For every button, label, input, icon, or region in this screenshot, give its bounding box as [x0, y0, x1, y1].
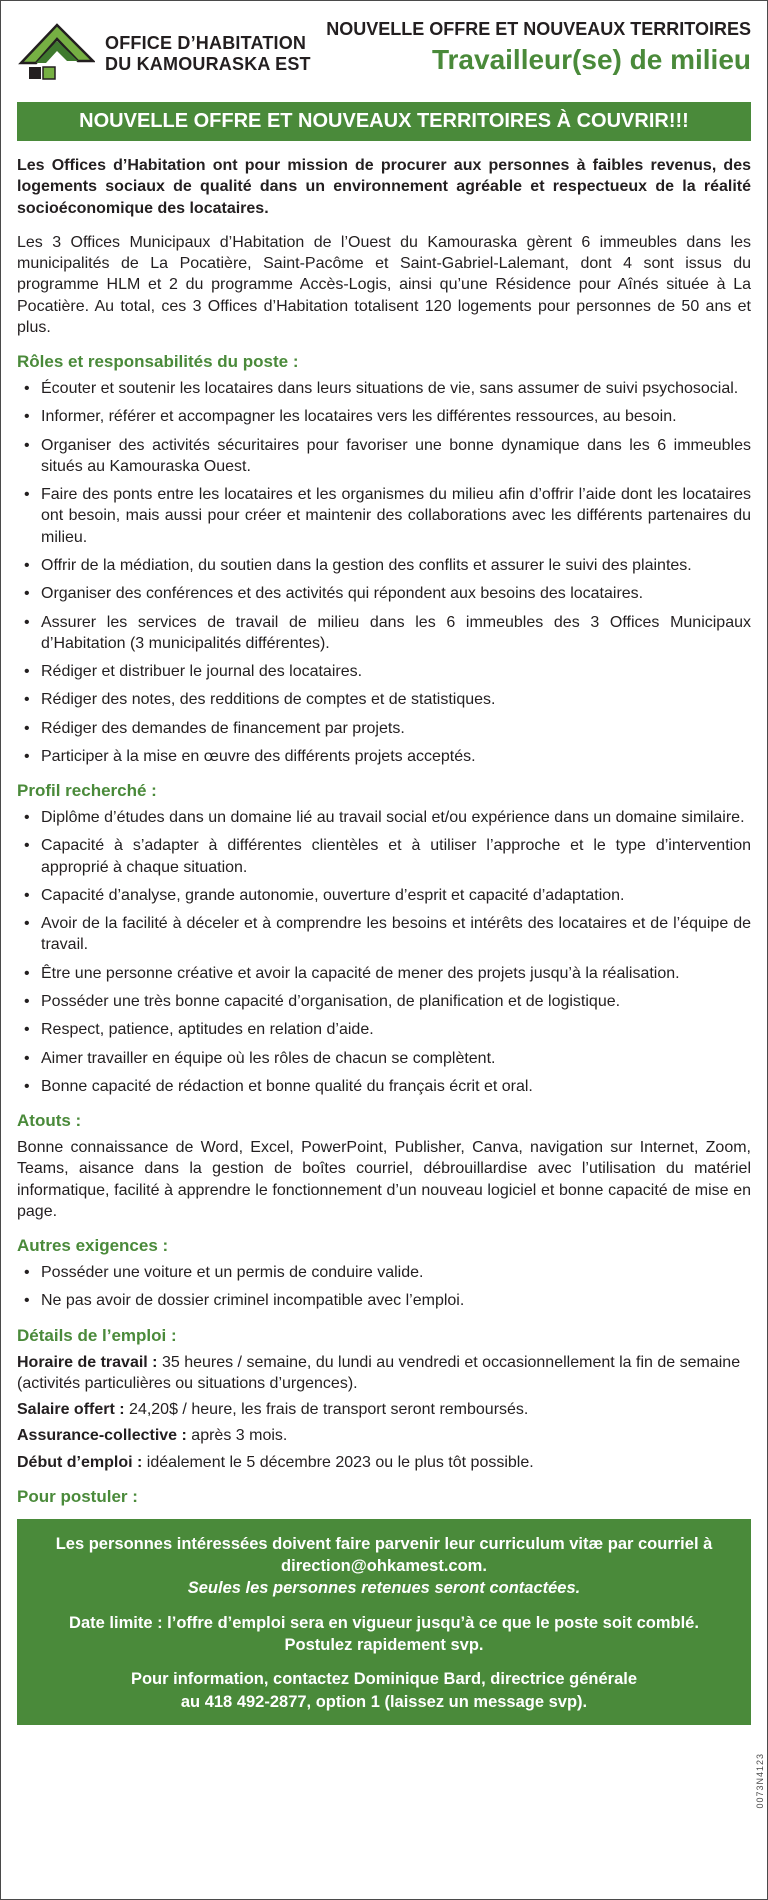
- footer-deadline: Date limite : l’offre d’emploi sera en vigueur jusqu’à ce que le poste soit comblé. Postulez rapidement svp.: [69, 1613, 699, 1655]
- detail-salary: [17, 1399, 751, 1420]
- job-details-heading: Détails de l’emploi :: [17, 1325, 177, 1345]
- list-item: • Capacité à s’adapter à différentes clientèles et à utiliser l’approche et le type d’intervention approprié à chaque situation.: [17, 835, 751, 878]
- detail-schedule: [17, 1352, 751, 1395]
- list-item: • Organiser des conférences et des activités qui répondent aux besoins des locataires.: [17, 583, 751, 604]
- profile-list: [17, 807, 751, 1097]
- detail-start-date-label: Début d’emploi :: [17, 1453, 143, 1471]
- list-item: • Rédiger des demandes de financement par projets.: [17, 718, 751, 739]
- list-item: • Écouter et soutenir les locataires dans leurs situations de vie, sans assumer de suivi psychosocial.: [17, 378, 751, 399]
- list-item: • Organiser des activités sécuritaires pour favoriser une bonne dynamique dans les 6 immeubles situés au Kamouraska Ouest.: [17, 435, 751, 478]
- list-item: • Aimer travailler en équipe où les rôles de chacun se complètent.: [17, 1048, 751, 1069]
- list-item: • Posséder une voiture et un permis de conduire valide.: [17, 1262, 751, 1283]
- list-item: • Avoir de la facilité à déceler et à comprendre les besoins et intérêts des locataires et de l’équipe de travail.: [17, 913, 751, 956]
- detail-insurance-label: Assurance-collective :: [17, 1427, 187, 1445]
- footer-apply-text: Les personnes intéressées doivent faire parvenir leur curriculum vitæ par courriel à: [55, 1534, 713, 1553]
- contact-email: direction@ohkamest.com: [281, 1557, 483, 1576]
- list-item: • Bonne capacité de rédaction et bonne qualité du français écrit et oral.: [17, 1076, 751, 1097]
- assets-paragraph: Bonne connaissance de Word, Excel, PowerPoint, Publisher, Canva, navigation sur Internet, Zoom, Teams, aisance dans la gestion de boîtes courriel, débrouillardise avec l’utilisation du matériel informatique, facilité à apprendre le fonctionnement d’un nouveau logiciel et bonne capacité de mise en page.: [17, 1139, 751, 1220]
- house-logo-icon: [17, 19, 95, 88]
- detail-start-date: [17, 1452, 751, 1473]
- footer-contact-line1: Pour information, contactez Dominique Bard, directrice générale: [130, 1670, 638, 1689]
- list-item: • Faire des ponts entre les locataires et les organismes du milieu afin d’offrir l’aide dont les locataires ont besoin, mais aussi pour créer et maintenir des collaborations avec les différents partenaires du milieu.: [17, 484, 751, 548]
- banner: NOUVELLE OFFRE ET NOUVEAUX TERRITOIRES À COUVRIR!!!: [17, 102, 751, 141]
- document-code: 0073N4123: [755, 1753, 765, 1809]
- list-item: • Respect, patience, aptitudes en relation d’aide.: [17, 1019, 751, 1040]
- list-item: • Offrir de la médiation, du soutien dans la gestion des conflits et assurer le suivi des plaintes.: [17, 555, 751, 576]
- org-name: [105, 33, 311, 74]
- list-item: • Assurer les services de travail de milieu dans les 6 immeubles des 3 Offices Municipaux d’Habitation (3 municipalités différentes).: [17, 612, 751, 655]
- detail-salary-text: 24,20$ / heure, les frais de transport seront remboursés.: [124, 1401, 529, 1419]
- org-logo: [17, 19, 311, 88]
- header-right: [326, 15, 751, 76]
- header: [17, 15, 751, 88]
- detail-start-date-text: idéalement le 5 décembre 2023 ou le plus tôt possible.: [142, 1453, 534, 1471]
- footer-contact-info: [43, 1668, 725, 1713]
- mission-paragraph: Les Offices d’Habitation ont pour mission de procurer aux personnes à faibles revenus, des logements sociaux de qualité dans un environnement agréable et respectueux de la réalité socioéconomique des locataires.: [17, 157, 751, 217]
- org-name-line1: OFFICE D’HABITATION: [105, 32, 307, 53]
- detail-schedule-text: 35 heures / semaine, du lundi au vendredi et occasionnellement la fin de semaine (activités particulières ou situations d’urgences).: [17, 1353, 741, 1392]
- footer-apply-instructions: [43, 1533, 725, 1600]
- other-requirements-list: [17, 1262, 751, 1312]
- footer-selection-note: Seules les personnes retenues seront contactées.: [187, 1579, 581, 1598]
- org-name-line2: DU KAMOURASKA EST: [105, 53, 311, 74]
- description-paragraph: Les 3 Offices Municipaux d’Habitation de l’Ouest du Kamouraska gèrent 6 immeubles dans les municipalités de La Pocatière, Saint-Pacôme et Saint-Gabriel-Lalemant, dont 4 sont issus du programme HLM et 2 du programme Accès-Logis, ainsi qu’une Résidence pour Aînés située à La Pocatière. Au total, ces 3 Offices d’Habitation totalisent 120 logements pour personnes de 50 ans et plus.: [17, 233, 751, 336]
- roles-list: [17, 378, 751, 767]
- list-item: • Ne pas avoir de dossier criminel incompatible avec l’emploi.: [17, 1290, 751, 1311]
- offer-line: NOUVELLE OFFRE ET NOUVEAUX TERRITOIRES: [326, 19, 751, 39]
- list-item: • Posséder une très bonne capacité d’organisation, de planification et de logistique.: [17, 991, 751, 1012]
- other-requirements-heading: Autres exigences :: [17, 1236, 169, 1256]
- footer-apply-text-end: .: [482, 1557, 487, 1576]
- footer-contact-line2: au 418 492-2877, option 1 (laissez un message svp).: [180, 1692, 588, 1711]
- list-item: • Rédiger des notes, des redditions de comptes et de statistiques.: [17, 689, 751, 710]
- profile-heading: Profil recherché :: [17, 781, 157, 801]
- detail-salary-label: Salaire offert :: [17, 1401, 125, 1419]
- roles-heading: Rôles et responsabilités du poste :: [17, 352, 299, 372]
- list-item: • Rédiger et distribuer le journal des locataires.: [17, 661, 751, 682]
- detail-insurance-text: après 3 mois.: [186, 1427, 288, 1445]
- detail-schedule-label: Horaire de travail :: [17, 1353, 158, 1371]
- job-title: Travailleur(se) de milieu: [431, 44, 751, 75]
- footer-contact-box: [17, 1519, 751, 1725]
- list-item: • Diplôme d’études dans un domaine lié au travail social et/ou expérience dans un domaine similaire.: [17, 807, 751, 828]
- list-item: • Participer à la mise en œuvre des différents projets acceptés.: [17, 746, 751, 767]
- apply-heading: Pour postuler :: [17, 1486, 138, 1506]
- detail-insurance: [17, 1425, 751, 1446]
- list-item: • Être une personne créative et avoir la capacité de mener des projets jusqu’à la réalisation.: [17, 963, 751, 984]
- list-item: • Capacité d’analyse, grande autonomie, ouverture d’esprit et capacité d’adaptation.: [17, 885, 751, 906]
- assets-heading: Atouts :: [17, 1111, 82, 1131]
- list-item: • Informer, référer et accompagner les locataires vers les différentes ressources, au besoin.: [17, 406, 751, 427]
